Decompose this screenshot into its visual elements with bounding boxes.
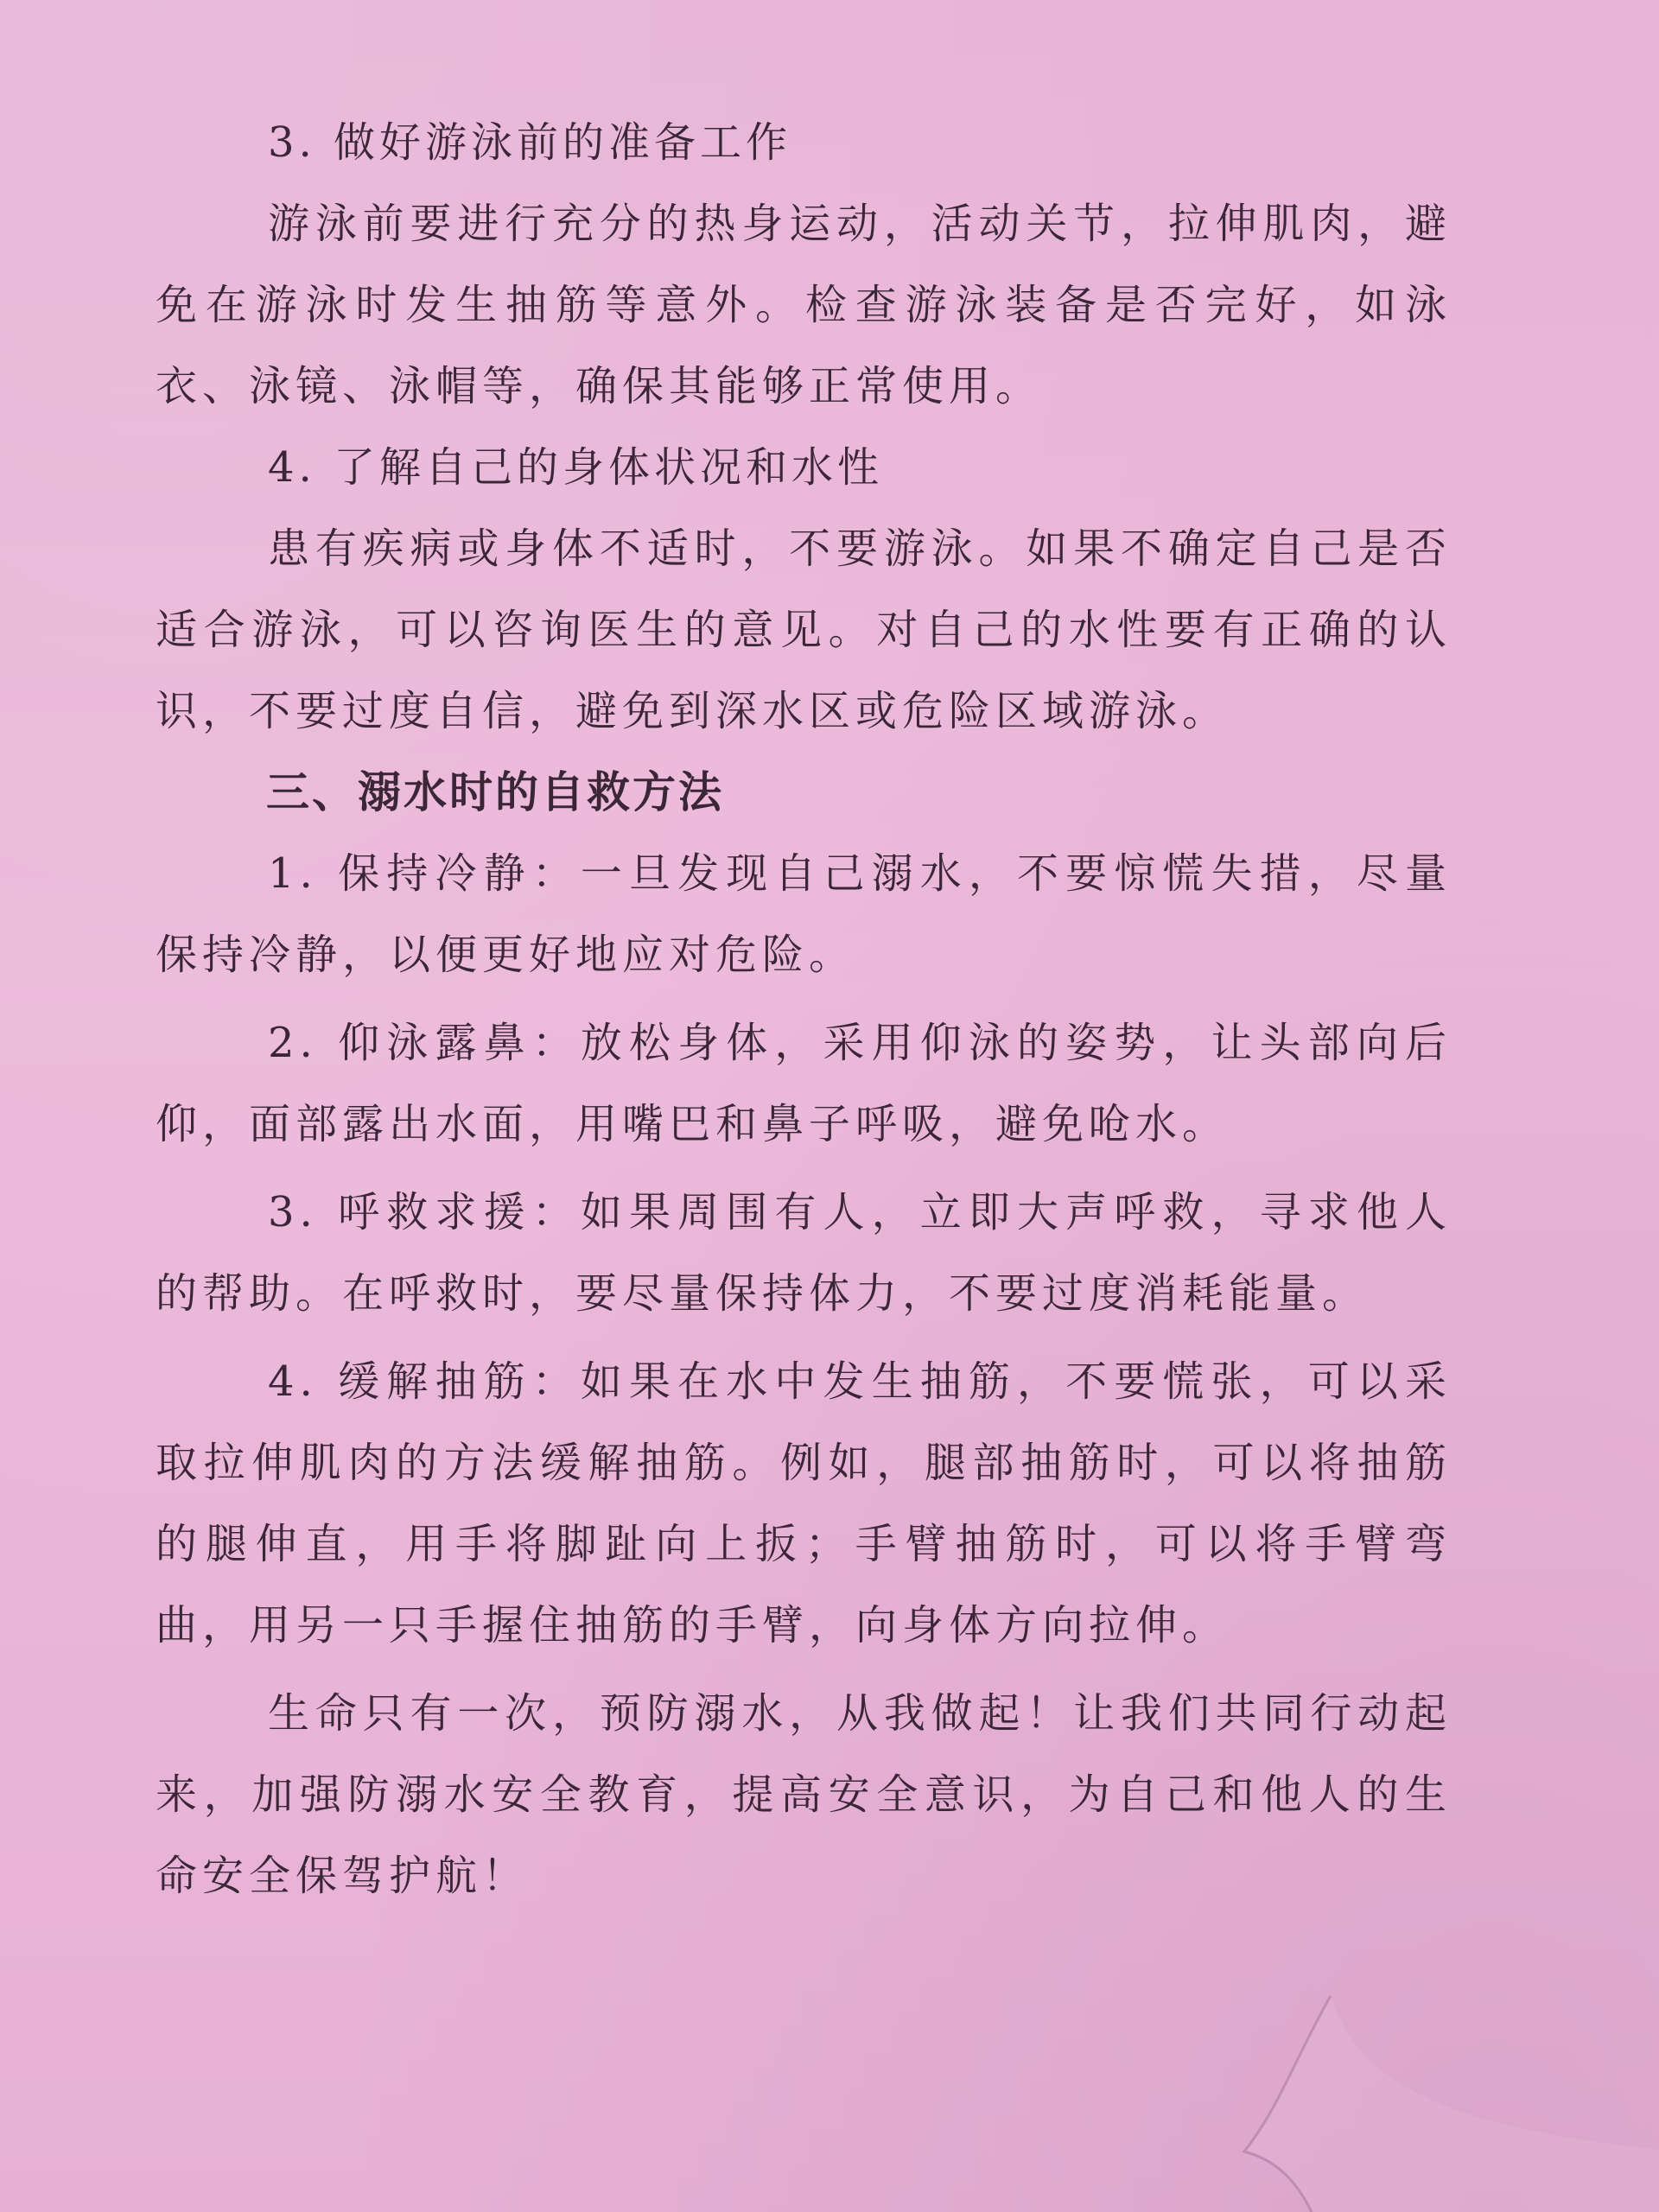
subheading-swim-preparation: 3. 做好游泳前的准备工作 bbox=[268, 118, 792, 167]
closing-paragraph: 生命只有一次，预防溺水，从我做起！让我们共同行动起来，加强防溺水安全教育，提高安全意识，为自己和他人的生命安全保驾护航！ bbox=[156, 1689, 1452, 1900]
paper-tear-crease bbox=[1227, 1979, 1659, 2212]
paragraph-health-and-water-skill: 患有疾病或身体不适时，不要游泳。如果不确定自己是否适合游泳，可以咨询医生的意见。对自己的水性要有正确的认识，不要过度自信，避免到深水区或危险区域游泳。 bbox=[156, 524, 1452, 735]
document-body bbox=[156, 102, 1452, 1916]
list-item-call-for-help: 3. 呼救求援：如果周围有人，立即大声呼救，寻求他人的帮助。在呼救时，要尽量保持体力，不要过度消耗能量。 bbox=[156, 1188, 1452, 1318]
list-item-stay-calm: 1. 保持冷静：一旦发现自己溺水，不要惊慌失措，尽量保持冷静，以便更好地应对危险。 bbox=[156, 849, 1452, 979]
list-item-float-on-back: 2. 仰泳露鼻：放松身体，采用仰泳的姿势，让头部向后仰，面部露出水面，用嘴巴和鼻子呼吸，避免呛水。 bbox=[156, 1019, 1452, 1148]
section-heading-self-rescue: 三、溺水时的自救方法 bbox=[266, 767, 724, 817]
list-item-relieve-cramp: 4. 缓解抽筋：如果在水中发生抽筋，不要慌张，可以采取拉伸肌肉的方法缓解抽筋。例如，腿部抽筋时，可以将抽筋的腿伸直，用手将脚趾向上扳；手臂抽筋时，可以将手臂弯曲，用另一只手握住抽筋的手臂，向身体方向拉伸。 bbox=[156, 1357, 1452, 1649]
subheading-know-your-body: 4. 了解自己的身体状况和水性 bbox=[268, 443, 884, 492]
paragraph-warmup-and-gear: 游泳前要进行充分的热身运动，活动关节，拉伸肌肉，避免在游泳时发生抽筋等意外。检查游泳装备是否完好，如泳衣、泳镜、泳帽等，确保其能够正常使用。 bbox=[156, 200, 1452, 410]
